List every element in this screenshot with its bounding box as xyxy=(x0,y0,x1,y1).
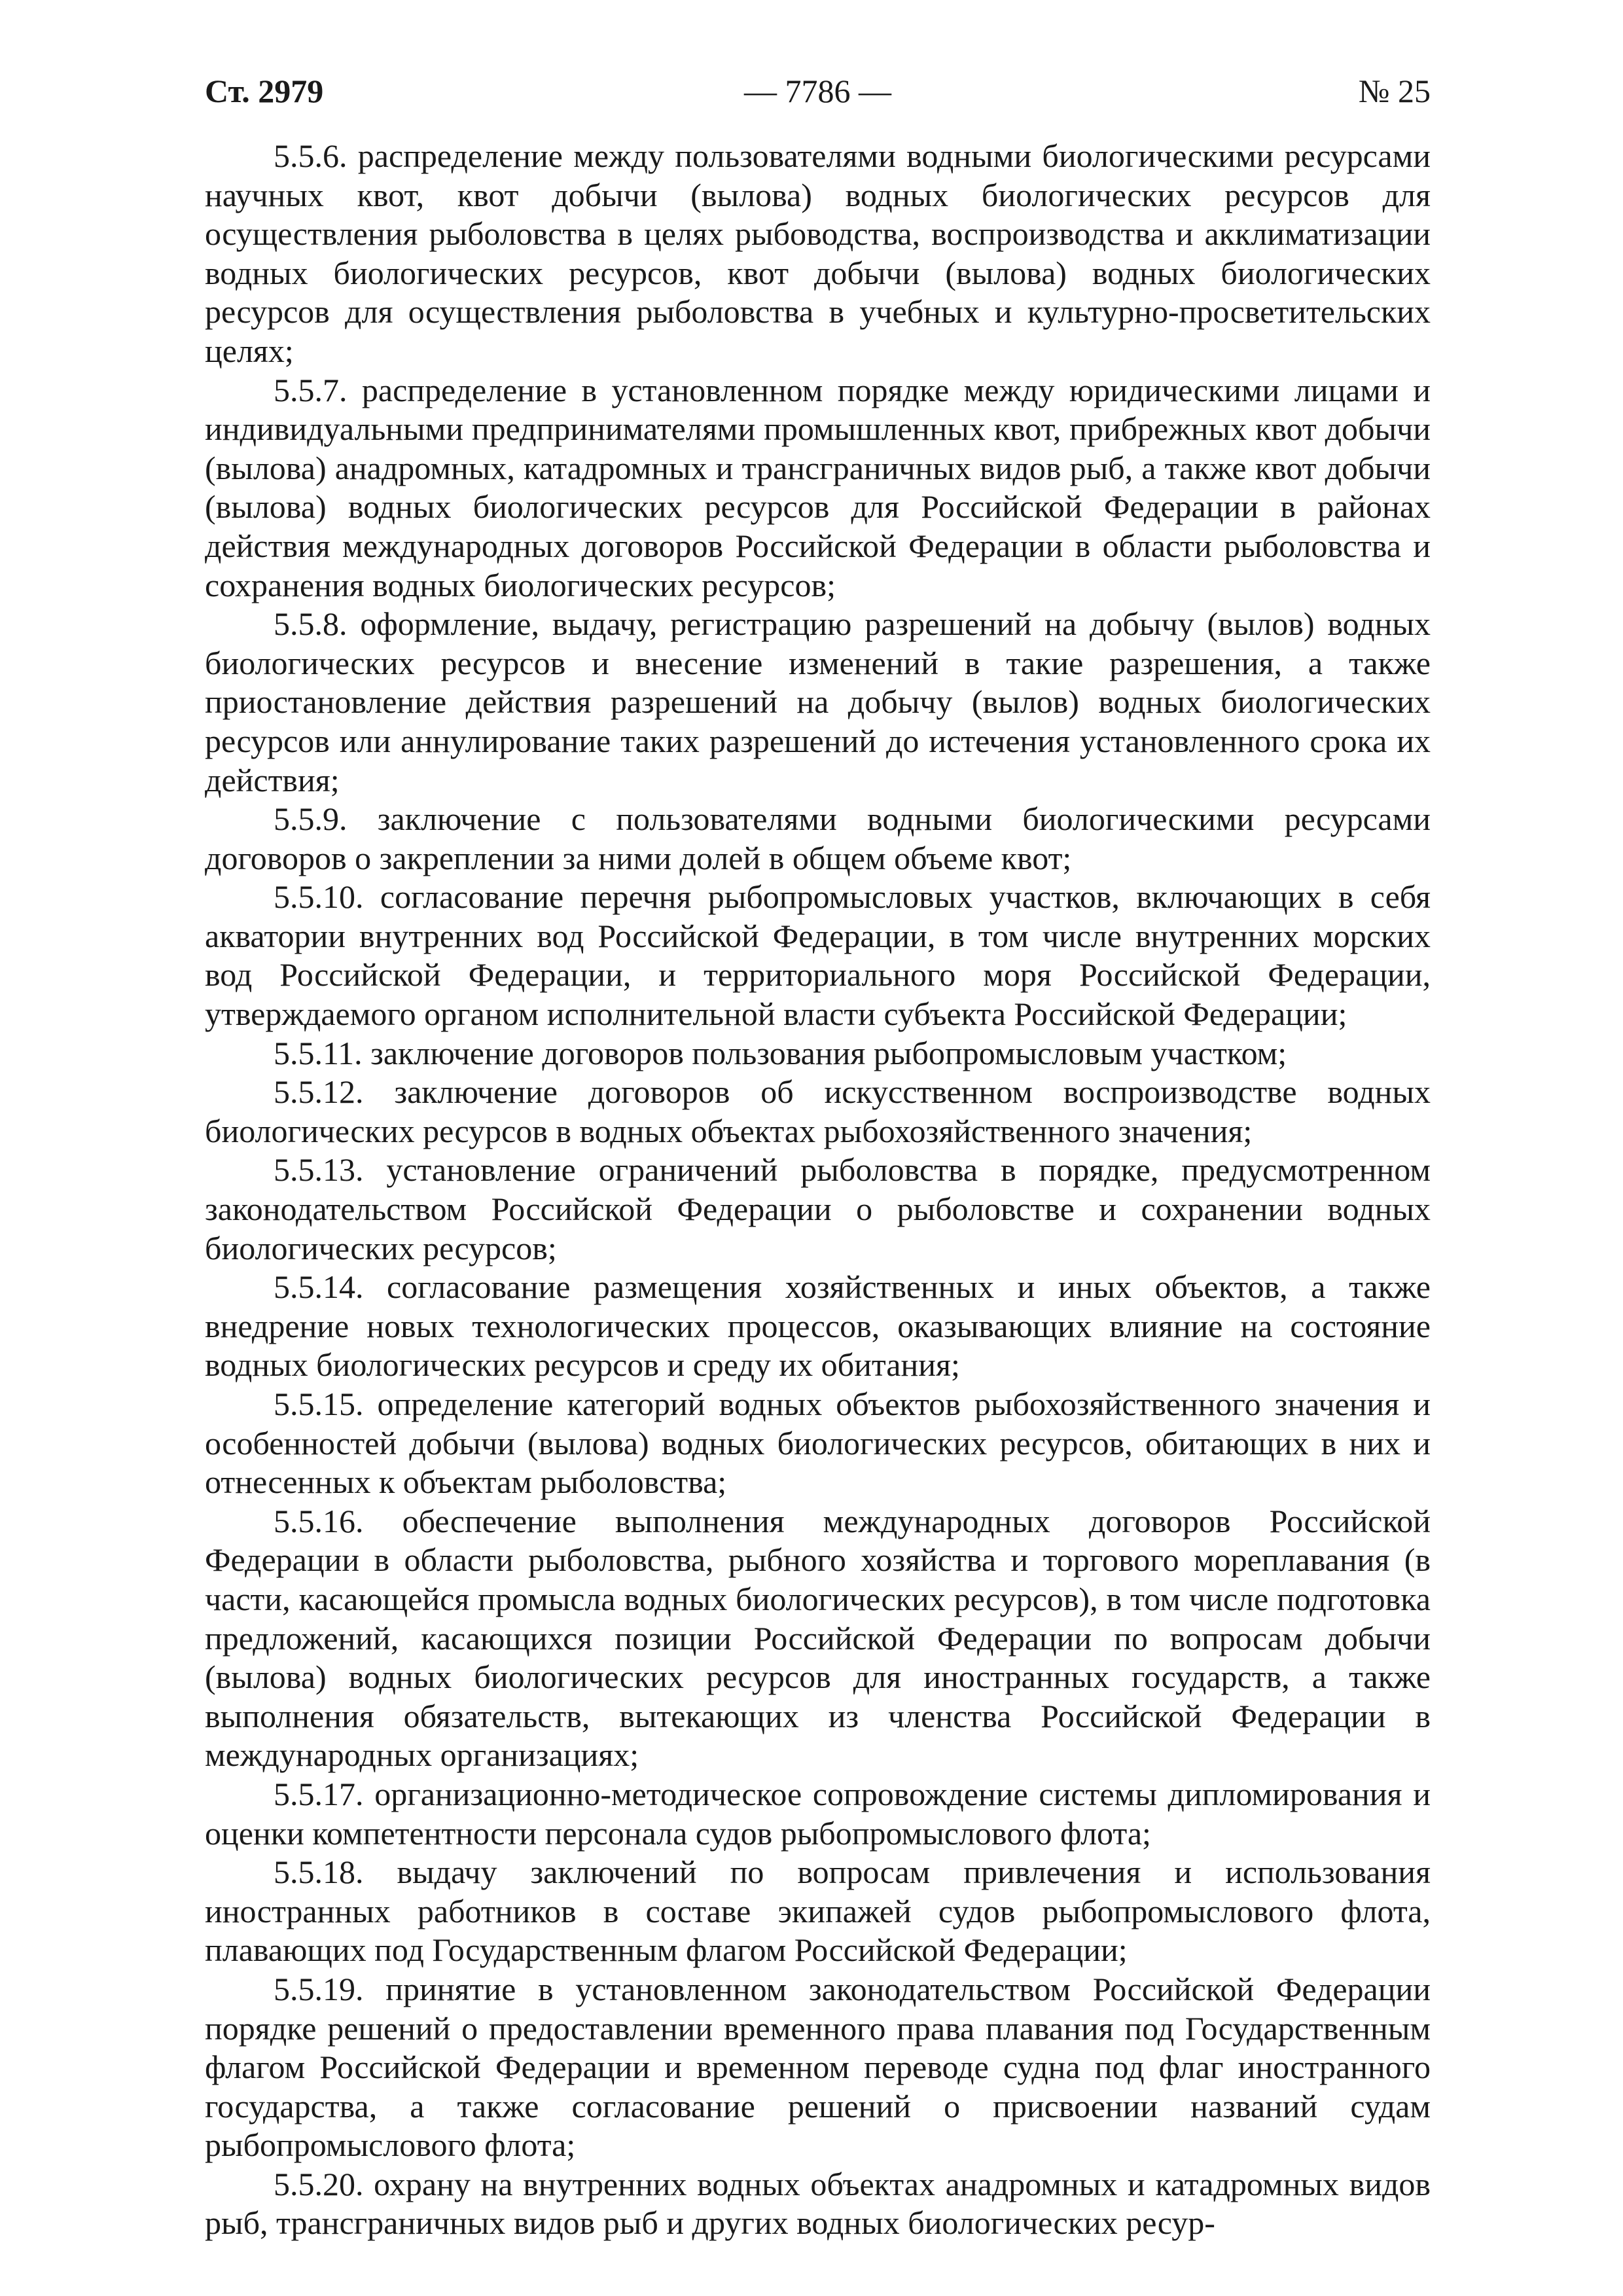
paragraph-5-5-13: 5.5.13. установление ограничений рыболовства в порядке, предусмотренном законодательством Российской Федерации о рыболовстве и сохранении водных биологических ресурсов; xyxy=(205,1151,1431,1266)
paragraph-5-5-19: 5.5.19. принятие в установленном законодательством Российской Федерации порядке решений о предоставлении временного права плавания под Государственным флагом Российской Федерации и временном переводе судна под флаг иностранного государства, а также согласование решений о присвоении названий судам рыбопромыслового флота; xyxy=(205,1970,1431,2164)
paragraph-5-5-11: 5.5.11. заключение договоров пользования рыбопромысловым участком; xyxy=(274,1034,1287,1071)
paragraph-5-5-7: 5.5.7. распределение в установленном порядке между юридическими лицами и индивидуальными предпринимателями промышленных квот, прибрежных квот добычи (вылова) анадромных, катадромных и трансграничных видов рыб, а также квот добычи (вылова) водных биологических ресурсов для Российской Федерации в районах действия международных договоров Российской Федерации в области рыболовства и сохранения водных биологических ресурсов; xyxy=(205,371,1431,603)
paragraph-5-5-9: 5.5.9. заключение с пользователями водными биологическими ресурсами договоров о закреплении за ними долей в общем объеме квот; xyxy=(205,800,1431,876)
page-header xyxy=(205,68,1431,114)
document-body xyxy=(205,137,1431,2243)
page-number: — 7786 — xyxy=(744,73,891,109)
paragraph-5-5-8: 5.5.8. оформление, выдачу, регистрацию разрешений на добычу (вылов) водных биологических ресурсов и внесение изменений в такие разрешения, а также приостановление действия разрешений на добычу (вылов) водных биологических ресурсов или аннулирование таких разрешений до истечения установленного срока их действия; xyxy=(205,605,1431,798)
paragraph-5-5-10: 5.5.10. согласование перечня рыбопромысловых участков, включающих в себя акватории внутренних вод Российской Федерации, в том числе внутренних морских вод Российской Федерации, и территориального моря Российской Федерации, утверждаемого органом исполнительной власти субъекта Российской Федерации; xyxy=(205,878,1431,1033)
issue-number: № 25 xyxy=(1358,73,1431,109)
paragraph-5-5-18: 5.5.18. выдачу заключений по вопросам привлечения и использования иностранных работников в составе экипажей судов рыбопромыслового флота, плавающих под Государственным флагом Российской Федерации; xyxy=(205,1854,1431,1969)
page-reference: Ст. 2979 xyxy=(205,73,324,109)
paragraph-5-5-16: 5.5.16. обеспечение выполнения международных договоров Российской Федерации в области рыболовства, рыбного хозяйства и торгового мореплавания (в части, касающейся промысла водных биологических ресурсов), в том числе подготовка предложений, касающихся позиции Российской Федерации по вопросам добычи (вылова) водных биологических ресурсов для иностранных государств, а также выполнения обязательств, вытекающих из членства Российской Федерации в международных организациях; xyxy=(205,1502,1431,1774)
paragraph-5-5-6: 5.5.6. распределение между пользователями водными биологическими ресурсами научных квот, квот добычи (вылова) водных биологических ресурсов для осуществления рыболовства в целях рыбоводства, воспроизводства и акклиматизации водных биологических ресурсов, квот добычи (вылова) водных биологических ресурсов для осуществления рыболовства в учебных и культурно-просветительских целях; xyxy=(205,137,1431,369)
paragraph-5-5-12: 5.5.12. заключение договоров об искусственном воспроизводстве водных биологических ресурсов в водных объектах рыбохозяйственного значения; xyxy=(205,1073,1431,1149)
paragraph-5-5-20: 5.5.20. охрану на внутренних водных объектах анадромных и катадромных видов рыб, трансграничных видов рыб и других водных биологических ресур- xyxy=(205,2165,1431,2242)
paragraph-5-5-14: 5.5.14. согласование размещения хозяйственных и иных объектов, а также внедрение новых технологических процессов, оказывающих влияние на состояние водных биологических ресурсов и среду их обитания; xyxy=(205,1268,1431,1384)
paragraph-5-5-17: 5.5.17. организационно-методическое сопровождение системы дипломирования и оценки компетентности персонала судов рыбопромыслового флота; xyxy=(205,1775,1431,1852)
paragraph-5-5-15: 5.5.15. определение категорий водных объектов рыбохозяйственного значения и особенностей добычи (вылова) водных биологических ресурсов, обитающих в них и отнесенных к объектам рыболовства; xyxy=(205,1386,1431,1501)
